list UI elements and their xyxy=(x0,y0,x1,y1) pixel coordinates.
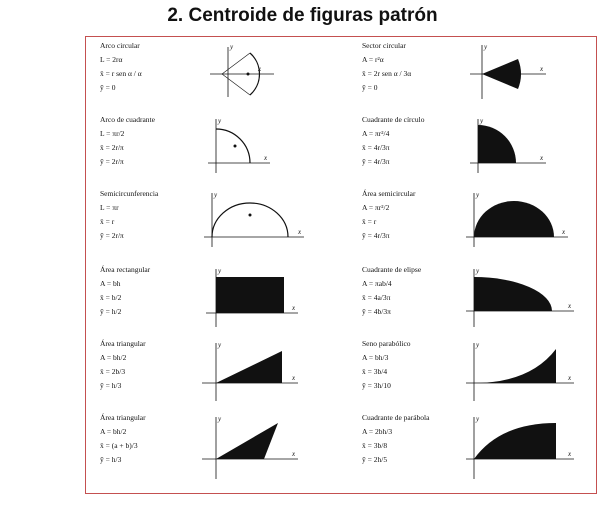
formula-x-bar: x̄ = 2b/3 xyxy=(100,367,126,376)
formula-area: A = 2bh/3 xyxy=(362,427,393,436)
svg-text:x: x xyxy=(292,374,296,382)
shape-cuadrante-parabola xyxy=(362,413,605,488)
shape-name: Arco de cuadrante xyxy=(100,115,155,124)
shape-name: Seno parabólico xyxy=(362,339,411,348)
quarter-arc-figure xyxy=(198,115,278,177)
formula-length: L = πr xyxy=(100,203,119,212)
svg-text:x: x xyxy=(540,154,544,162)
formula-area: A = bh/2 xyxy=(100,427,127,436)
shape-name: Cuadrante de elipse xyxy=(362,265,422,274)
semicircle-area-figure xyxy=(460,189,572,251)
formula-x-bar: x̄ = b/2 xyxy=(100,293,122,302)
shape-name: Área semicircular xyxy=(362,189,416,198)
shape-name: Semicircunferencia xyxy=(100,189,159,198)
formula-y-bar: ȳ = h/3 xyxy=(100,381,122,390)
shape-name: Área rectangular xyxy=(100,265,151,274)
formula-y-bar: ȳ = 0 xyxy=(362,83,378,92)
svg-text:x: x xyxy=(292,450,296,458)
svg-text:x: x xyxy=(540,65,544,73)
parabola-quarter-figure xyxy=(460,413,578,481)
formula-y-bar: ȳ = 4b/3π xyxy=(362,307,391,316)
page-title: 2. Centroide de figuras patrón xyxy=(167,5,438,26)
formula-area: A = πab/4 xyxy=(362,279,392,288)
svg-text:x: x xyxy=(258,65,262,73)
svg-text:y: y xyxy=(484,43,488,51)
parabolic-spandrel-figure xyxy=(460,339,578,403)
formula-area: A = πr²/2 xyxy=(362,203,390,212)
shape-name: Sector circular xyxy=(362,41,406,50)
formula-area: A = bh/3 xyxy=(362,353,389,362)
formula-x-bar: x̄ = 2r/π xyxy=(100,143,124,152)
shape-seno-parabolico xyxy=(362,339,605,414)
svg-text:y: y xyxy=(476,267,480,275)
svg-text:y: y xyxy=(476,191,480,199)
shape-sector-circular xyxy=(362,41,605,116)
formula-y-bar: ȳ = 0 xyxy=(100,83,116,92)
shape-name: Área triangular xyxy=(100,339,146,348)
formula-length: L = πr/2 xyxy=(100,129,125,138)
formula-y-bar: ȳ = h/2 xyxy=(100,307,122,316)
svg-text:x: x xyxy=(264,154,268,162)
formula-x-bar: x̄ = 4a/3π xyxy=(362,293,391,302)
formula-x-bar: x̄ = 2r sen α / 3α xyxy=(362,69,412,78)
svg-text:y: y xyxy=(218,117,222,125)
shape-semicircunferencia xyxy=(100,189,350,264)
shape-arco-circular xyxy=(100,41,350,116)
oblique-triangle-figure xyxy=(198,413,302,481)
formula-y-bar: ȳ = 2h/5 xyxy=(362,455,388,464)
shape-area-triangular-2 xyxy=(100,413,350,488)
shape-area-rectangular xyxy=(100,265,350,340)
svg-text:y: y xyxy=(218,341,222,349)
shape-name: Cuadrante de círculo xyxy=(362,115,425,124)
formula-y-bar: ȳ = 3h/10 xyxy=(362,381,391,390)
shape-name: Área triangular xyxy=(100,413,146,422)
formula-area: A = πr²/4 xyxy=(362,129,390,138)
svg-text:x: x xyxy=(292,304,296,312)
rectangle-figure xyxy=(198,265,302,329)
formula-x-bar: x̄ = (a + b)/3 xyxy=(100,441,138,450)
ellipse-quarter-figure xyxy=(460,265,578,329)
svg-text:y: y xyxy=(480,117,484,125)
formula-x-bar: x̄ = r sen α / α xyxy=(100,69,142,78)
shape-arco-cuadrante xyxy=(100,115,350,190)
shape-area-triangular-1 xyxy=(100,339,350,414)
sector-figure xyxy=(460,41,550,101)
right-triangle-figure xyxy=(198,339,302,403)
svg-text:y: y xyxy=(476,341,480,349)
svg-text:x: x xyxy=(568,450,572,458)
formula-x-bar: x̄ = 3b/8 xyxy=(362,441,388,450)
shape-name: Arco circular xyxy=(100,41,140,50)
formula-y-bar: ȳ = h/3 xyxy=(100,455,122,464)
svg-text:y: y xyxy=(218,267,222,275)
arc-figure xyxy=(198,41,278,101)
shape-cuadrante-circulo xyxy=(362,115,605,190)
formula-area: A = r²α xyxy=(362,55,384,64)
formula-y-bar: ȳ = 2r/π xyxy=(100,231,124,240)
svg-text:y: y xyxy=(218,415,222,423)
formula-y-bar: ȳ = 4r/3π xyxy=(362,231,390,240)
svg-text:x: x xyxy=(298,228,302,236)
formula-x-bar: x̄ = 4r/3π xyxy=(362,143,390,152)
svg-text:y: y xyxy=(214,191,218,199)
shape-area-semicircular xyxy=(362,189,605,264)
formula-x-bar: x̄ = r xyxy=(100,217,115,226)
centroid-table xyxy=(85,36,597,494)
formula-area: A = bh xyxy=(100,279,121,288)
formula-y-bar: ȳ = 2r/π xyxy=(100,157,124,166)
svg-text:x: x xyxy=(562,228,566,236)
formula-area: A = bh/2 xyxy=(100,353,127,362)
formula-x-bar: x̄ = r xyxy=(362,217,377,226)
formula-length: L = 2rα xyxy=(100,55,123,64)
formula-y-bar: ȳ = 4r/3π xyxy=(362,157,390,166)
svg-text:y: y xyxy=(476,415,480,423)
svg-text:x: x xyxy=(568,302,572,310)
formula-x-bar: x̄ = 3b/4 xyxy=(362,367,388,376)
quarter-circle-figure xyxy=(460,115,550,177)
shape-cuadrante-elipse xyxy=(362,265,605,340)
semicircle-arc-figure xyxy=(198,189,308,251)
svg-text:y: y xyxy=(230,43,234,51)
svg-text:x: x xyxy=(568,374,572,382)
shape-name: Cuadrante de parábola xyxy=(362,413,430,422)
